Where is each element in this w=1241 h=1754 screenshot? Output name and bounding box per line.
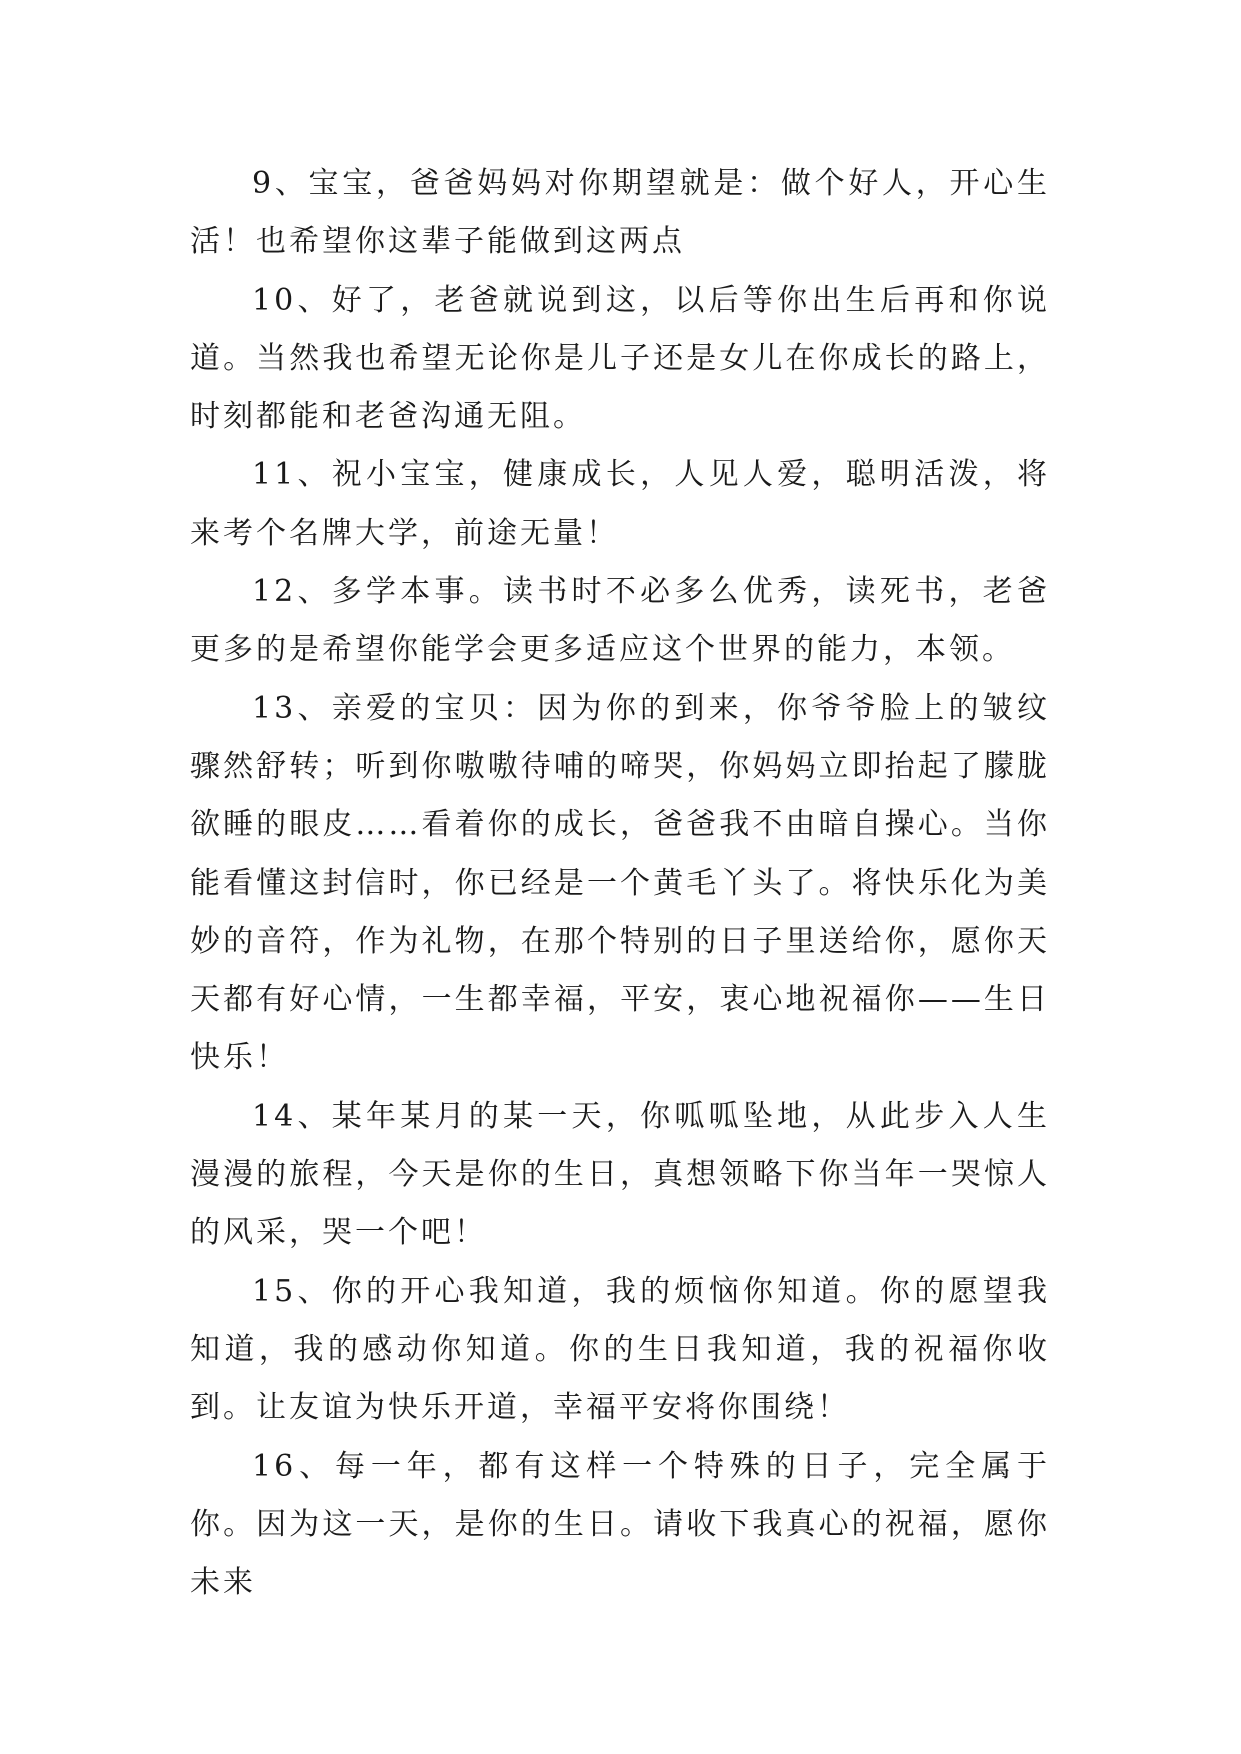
- paragraph-11: 11、祝小宝宝，健康成长，人见人爱，聪明活泼，将来考个名牌大学，前途无量！: [190, 457, 1050, 551]
- paragraph-15: 15、你的开心我知道，我的烦恼你知道。你的愿望我知道，我的感动你知道。你的生日我知道，我的祝福你收到。让友谊为快乐开道，幸福平安将你围绕！: [190, 1273, 1050, 1426]
- paragraph-14: 14、某年某月的某一天，你呱呱坠地，从此步入人生漫漫的旅程，今天是你的生日，真想领略下你当年一哭惊人的风采，哭一个吧！: [190, 1098, 1050, 1251]
- paragraph-12: 12、多学本事。读书时不必多么优秀，读死书，老爸更多的是希望你能学会更多适应这个世界的能力，本领。: [190, 574, 1050, 668]
- paragraph-16: 16、每一年，都有这样一个特殊的日子，完全属于你。因为这一天，是你的生日。请收下我真心的祝福，愿你未来: [190, 1448, 1050, 1601]
- paragraph-9: 9、宝宝，爸爸妈妈对你期望就是：做个好人，开心生活！也希望你这辈子能做到这两点: [190, 166, 1050, 260]
- document-body: [190, 155, 1050, 1612]
- paragraph-13: 13、亲爱的宝贝：因为你的到来，你爷爷脸上的皱纹骤然舒转；听到你嗷嗷待哺的啼哭，你妈妈立即抬起了朦胧欲睡的眼皮……看着你的成长，爸爸我不由暗自操心。当你能看懂这封信时，你已经是一个黄毛丫头了。将快乐化为美妙的音符，作为礼物，在那个特别的日子里送给你，愿你天天都有好心情，一生都幸福，平安，衷心地祝福你——生日快乐！: [190, 690, 1050, 1076]
- paragraph-10: 10、好了，老爸就说到这，以后等你出生后再和你说道。当然我也希望无论你是儿子还是女儿在你成长的路上，时刻都能和老爸沟通无阻。: [190, 282, 1050, 435]
